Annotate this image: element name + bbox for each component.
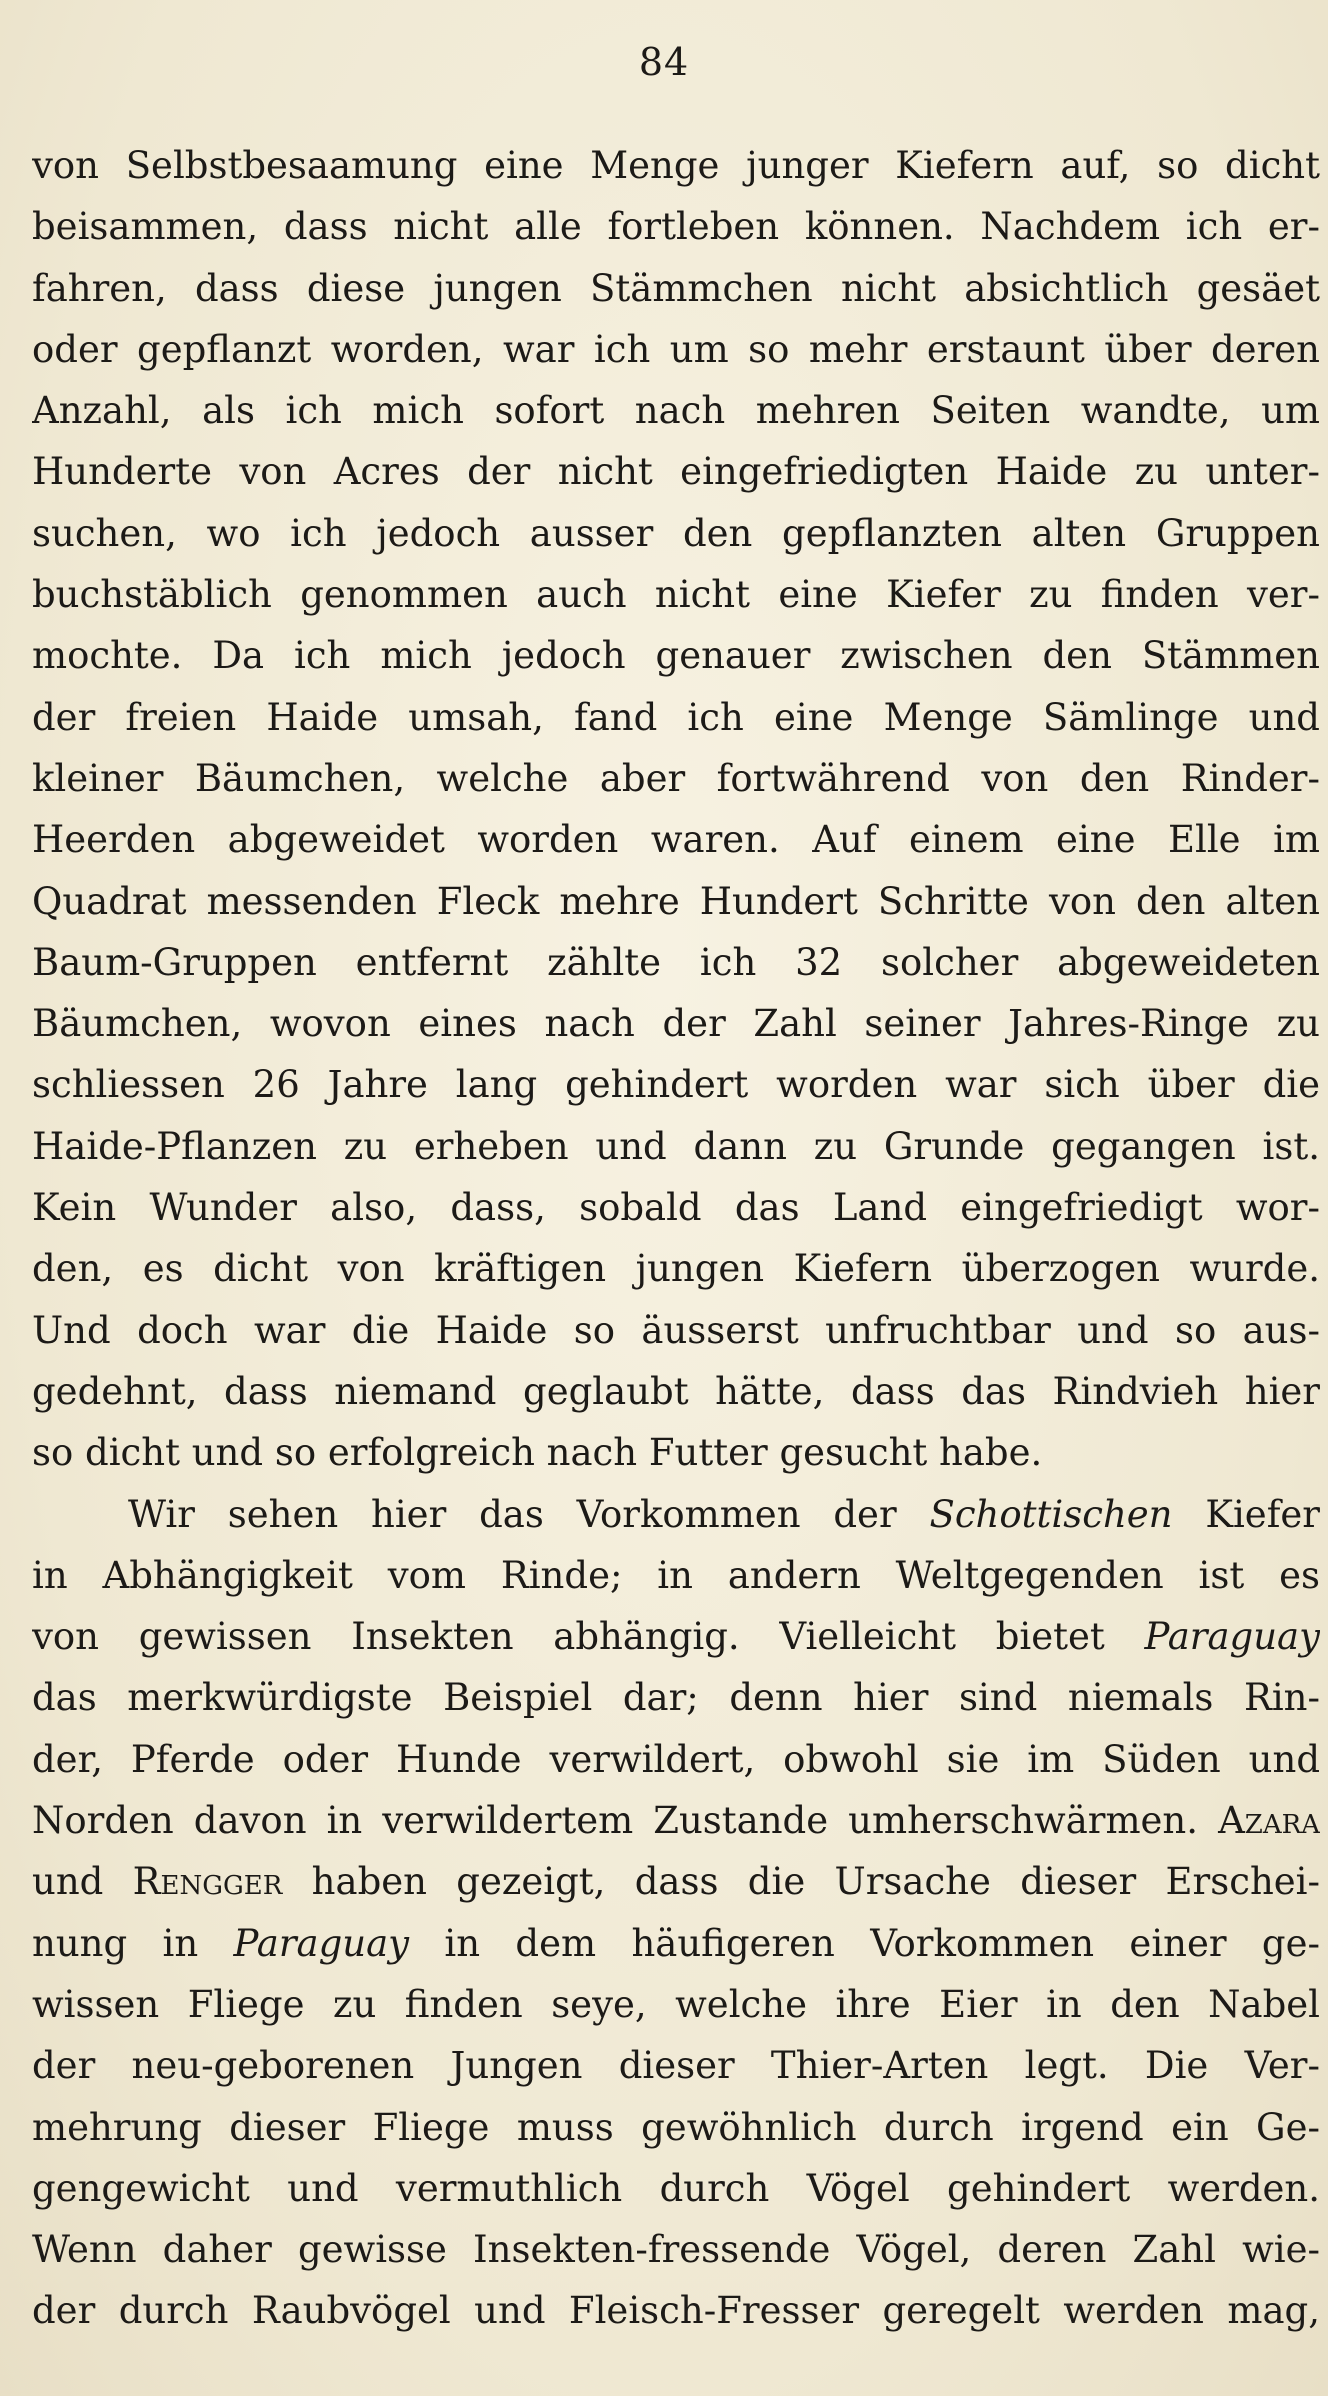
text-segment: und [32, 1860, 133, 1904]
text-segment: gengewicht und vermuthlich durch Vögel gehindert werden. [32, 2166, 1320, 2210]
page-number: 84 [638, 40, 690, 84]
text-segment: kleiner Bäumchen, welche aber fortwährend von den Rinder- [32, 756, 1320, 800]
text-segment: von Selbstbesaamung eine Menge junger Kiefern auf, so dicht [32, 144, 1320, 187]
text-segment: Quadrat messenden Fleck mehre Hundert Schritte von den alten [32, 879, 1320, 923]
text-segment: der neu-geborenen Jungen dieser Thier-Arten legt. Die Ver- [32, 2044, 1320, 2088]
text-line [32, 1790, 1320, 1851]
text-segment: den, es dicht von kräftigen jungen Kiefern überzogen wurde. [32, 1247, 1320, 1291]
text-line [32, 1238, 1320, 1299]
text-segment: der freien Haide umsah, fand ich eine Menge Sämlinge und [32, 695, 1320, 739]
text-segment: der, Pferde oder Hunde verwildert, obwohl sie im Süden und [32, 1737, 1320, 1781]
text-segment: so dicht und so erfolgreich nach Futter gesucht habe. [32, 1431, 1043, 1475]
text-line [32, 1545, 1320, 1606]
text-line [32, 1054, 1320, 1115]
text-line [32, 1974, 1320, 2035]
text-segment: mehrung dieser Fliege muss gewöhnlich durch irgend ein Ge- [32, 2105, 1320, 2149]
text-segment: beisammen, dass nicht alle fortleben können. Nachdem ich er- [32, 205, 1320, 249]
text-line [32, 441, 1320, 502]
text-line [32, 380, 1320, 441]
text-line [32, 503, 1320, 564]
text-segment: in Abhängigkeit vom Rinde; in andern Weltgegenden ist es [32, 1553, 1320, 1597]
text-segment: von gewissen Insekten abhängig. Vielleicht bietet [32, 1615, 1145, 1659]
text-line [32, 1361, 1320, 1422]
text-line [32, 1667, 1320, 1728]
text-segment: Wir sehen hier das Vorkommen der [128, 1492, 930, 1536]
text-segment: Kein Wunder also, dass, sobald das Land eingefriedigt wor- [32, 1186, 1320, 1230]
text-line [32, 2035, 1320, 2096]
text-line [32, 1177, 1320, 1238]
text-segment: Norden davon in verwildertem Zustande umherschwärmen. [32, 1799, 1219, 1843]
text-segment: der durch Raubvögel und Fleisch-Fresser geregelt werden mag, [32, 2289, 1320, 2333]
text-segment: oder gepflanzt worden, war ich um so mehr erstaunt über deren [32, 327, 1320, 371]
text-segment: mochte. Da ich mich jedoch genauer zwischen den Stämmen [32, 634, 1320, 678]
text-line [32, 1484, 1320, 1545]
text-line [32, 1851, 1320, 1912]
text-line [32, 993, 1320, 1054]
text-line [32, 2280, 1320, 2341]
body-text [32, 135, 1320, 2342]
text-line [32, 1729, 1320, 1790]
italic-term: Paraguay [1144, 1615, 1320, 1659]
text-segment: Baum-Gruppen entfernt zählte ich 32 solcher abgeweideten [32, 940, 1320, 984]
text-line [32, 932, 1320, 993]
text-line [32, 871, 1320, 932]
text-line [32, 196, 1320, 257]
text-segment: Haide-Pflanzen zu erheben und dann zu Grunde gegangen ist. [32, 1124, 1320, 1168]
text-segment: Bäumchen, wovon eines nach der Zahl seiner Jahres-Ringe zu [32, 1002, 1320, 1046]
text-segment: wissen Fliege zu finden seye, welche ihre Eier in den Nabel [32, 1982, 1320, 2026]
text-segment: buchstäblich genommen auch nicht eine Kiefer zu finden ver- [32, 573, 1320, 617]
text-line [32, 625, 1320, 686]
text-segment: nung in [32, 1921, 234, 1965]
text-segment: suchen, wo ich jedoch ausser den gepflanzten alten Gruppen [32, 511, 1320, 555]
text-line [32, 2097, 1320, 2158]
text-segment: Kiefer [1172, 1492, 1320, 1536]
text-segment: Und doch war die Haide so äusserst unfruchtbar und so aus- [32, 1308, 1320, 1352]
text-line [32, 809, 1320, 870]
text-segment: in dem häufigeren Vorkommen einer ge- [409, 1921, 1320, 1965]
text-line [32, 564, 1320, 625]
text-line [32, 1300, 1320, 1361]
text-line [32, 1116, 1320, 1177]
text-line [32, 1606, 1320, 1667]
italic-term: Schottischen [929, 1492, 1173, 1536]
author-name: Rengger [132, 1860, 283, 1904]
text-segment: fahren, dass diese jungen Stämmchen nicht absichtlich gesäet [32, 266, 1320, 310]
text-segment: haben gezeigt, dass die Ursache dieser Erschei- [282, 1860, 1320, 1904]
text-segment: gedehnt, dass niemand geglaubt hätte, dass das Rindvieh hier [32, 1369, 1320, 1413]
italic-term: Paraguay [233, 1921, 410, 1965]
text-segment: Anzahl, als ich mich sofort nach mehren Seiten wandte, um [32, 389, 1320, 433]
text-line [32, 1422, 1320, 1483]
text-line [32, 258, 1320, 319]
text-line [32, 2219, 1320, 2280]
text-line [32, 319, 1320, 380]
text-line [32, 135, 1320, 196]
text-segment: Hunderte von Acres der nicht eingefriedigten Haide zu unter- [32, 450, 1320, 494]
text-line [32, 1913, 1320, 1974]
text-line [32, 2158, 1320, 2219]
text-segment: schliessen 26 Jahre lang gehindert worden war sich über die [32, 1063, 1320, 1107]
text-line [32, 687, 1320, 748]
text-segment: Wenn daher gewisse Insekten-fressende Vögel, deren Zahl wie- [32, 2228, 1320, 2272]
author-name: Azara [1218, 1799, 1320, 1843]
text-segment: das merkwürdigste Beispiel dar; denn hier sind niemals Rin- [32, 1676, 1320, 1720]
text-line [32, 748, 1320, 809]
text-segment: Heerden abgeweidet worden waren. Auf einem eine Elle im [32, 818, 1320, 862]
